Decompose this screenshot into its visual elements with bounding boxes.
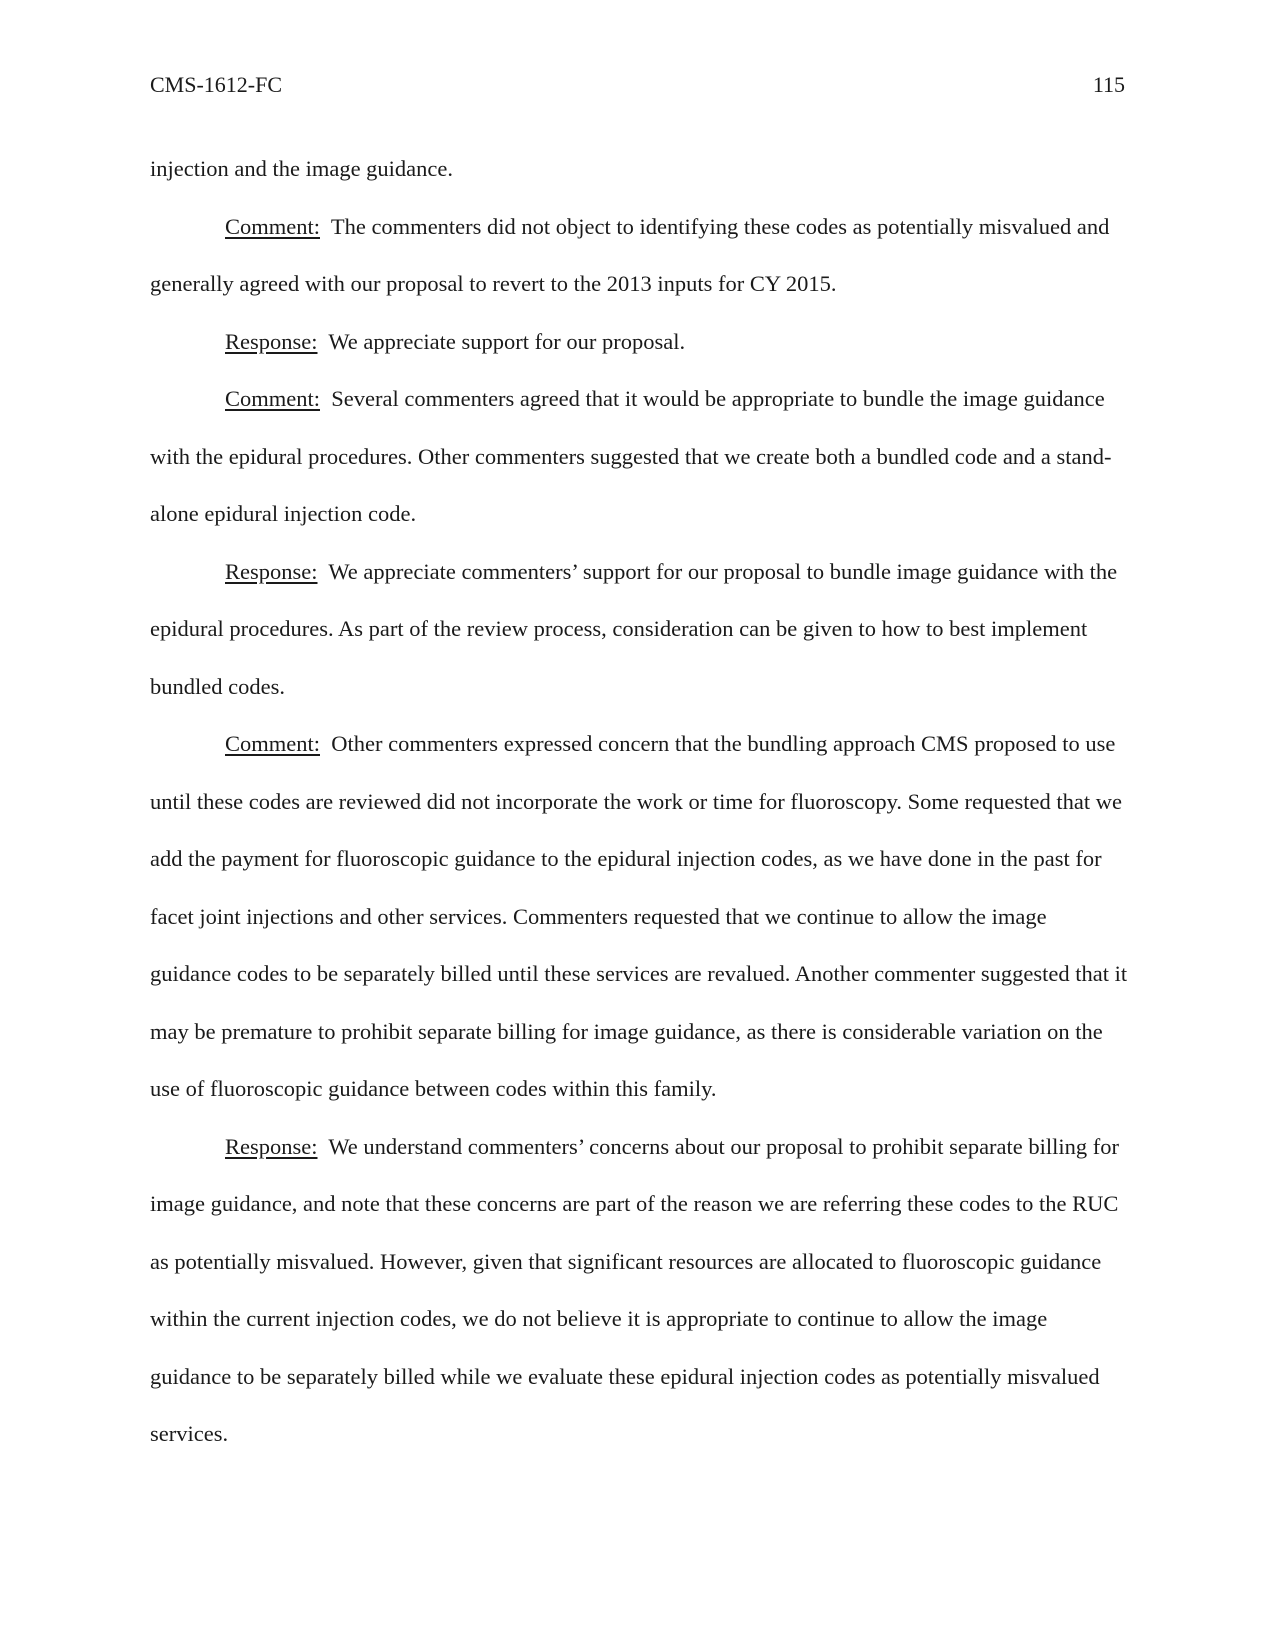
paragraph-text: We appreciate commenters’ support for our proposal to bundle image guidance with the epidural procedures. As part of the review process, consideration can be given to how to best implement bundled codes. <box>150 558 1118 699</box>
paragraph-text: We understand commenters’ concerns about our proposal to prohibit separate billing for image guidance, and note that these concerns are part of the reason we are referring these codes to the RUC as potentially misvalued. However, given that significant resources are allocated to fluoroscopic guidance within the current injection codes, we do not believe it is appropriate to continue to allow the image guidance to be separately billed while we evaluate these epidural injection codes as potentially misvalued services. <box>150 1133 1120 1446</box>
paragraph-text: injection and the image guidance. <box>150 156 454 181</box>
page-header <box>150 72 1125 102</box>
response-label: Response: <box>225 328 318 354</box>
paragraph-continuation <box>150 140 1130 198</box>
response-label: Response: <box>225 1133 318 1159</box>
comment-paragraph <box>150 198 1130 313</box>
document-id: CMS-1612-FC <box>150 72 283 97</box>
comment-label: Comment: <box>225 386 320 411</box>
response-paragraph <box>150 543 1130 716</box>
paragraph-text: Other commenters expressed concern that the bundling approach CMS proposed to use until these codes are reviewed did not incorporate the work or time for fluoroscopy. Some requested that we add the payment for fluoroscopic guidance to the epidural injection codes, as we have done in the past for facet joint injections and other services. Commenters requested that we continue to allow the image guidance codes to be separately billed until these services are revalued. Another commenter suggested that it may be premature to prohibit separate billing for image guidance, as there is considerable variation on the use of fluoroscopic guidance between codes within this family. <box>150 731 1128 1101</box>
comment-paragraph <box>150 715 1130 1118</box>
document-body <box>150 140 1130 1463</box>
comment-paragraph <box>150 370 1130 543</box>
response-paragraph <box>150 313 1130 371</box>
paragraph-text: Several commenters agreed that it would be appropriate to bundle the image guidance with the epidural procedures. Other commenters suggested that we create both a bundled code and a stand-alone epidural injection code. <box>150 386 1112 526</box>
comment-label: Comment: <box>225 731 320 756</box>
comment-label: Comment: <box>225 213 320 239</box>
response-paragraph <box>150 1118 1130 1463</box>
paragraph-text: We appreciate support for our proposal. <box>328 328 686 354</box>
paragraph-text: The commenters did not object to identifying these codes as potentially misvalued and generally agreed with our proposal to revert to the 2013 inputs for CY 2015. <box>150 213 1110 296</box>
response-label: Response: <box>225 558 318 584</box>
page-number: 115 <box>1092 72 1125 97</box>
